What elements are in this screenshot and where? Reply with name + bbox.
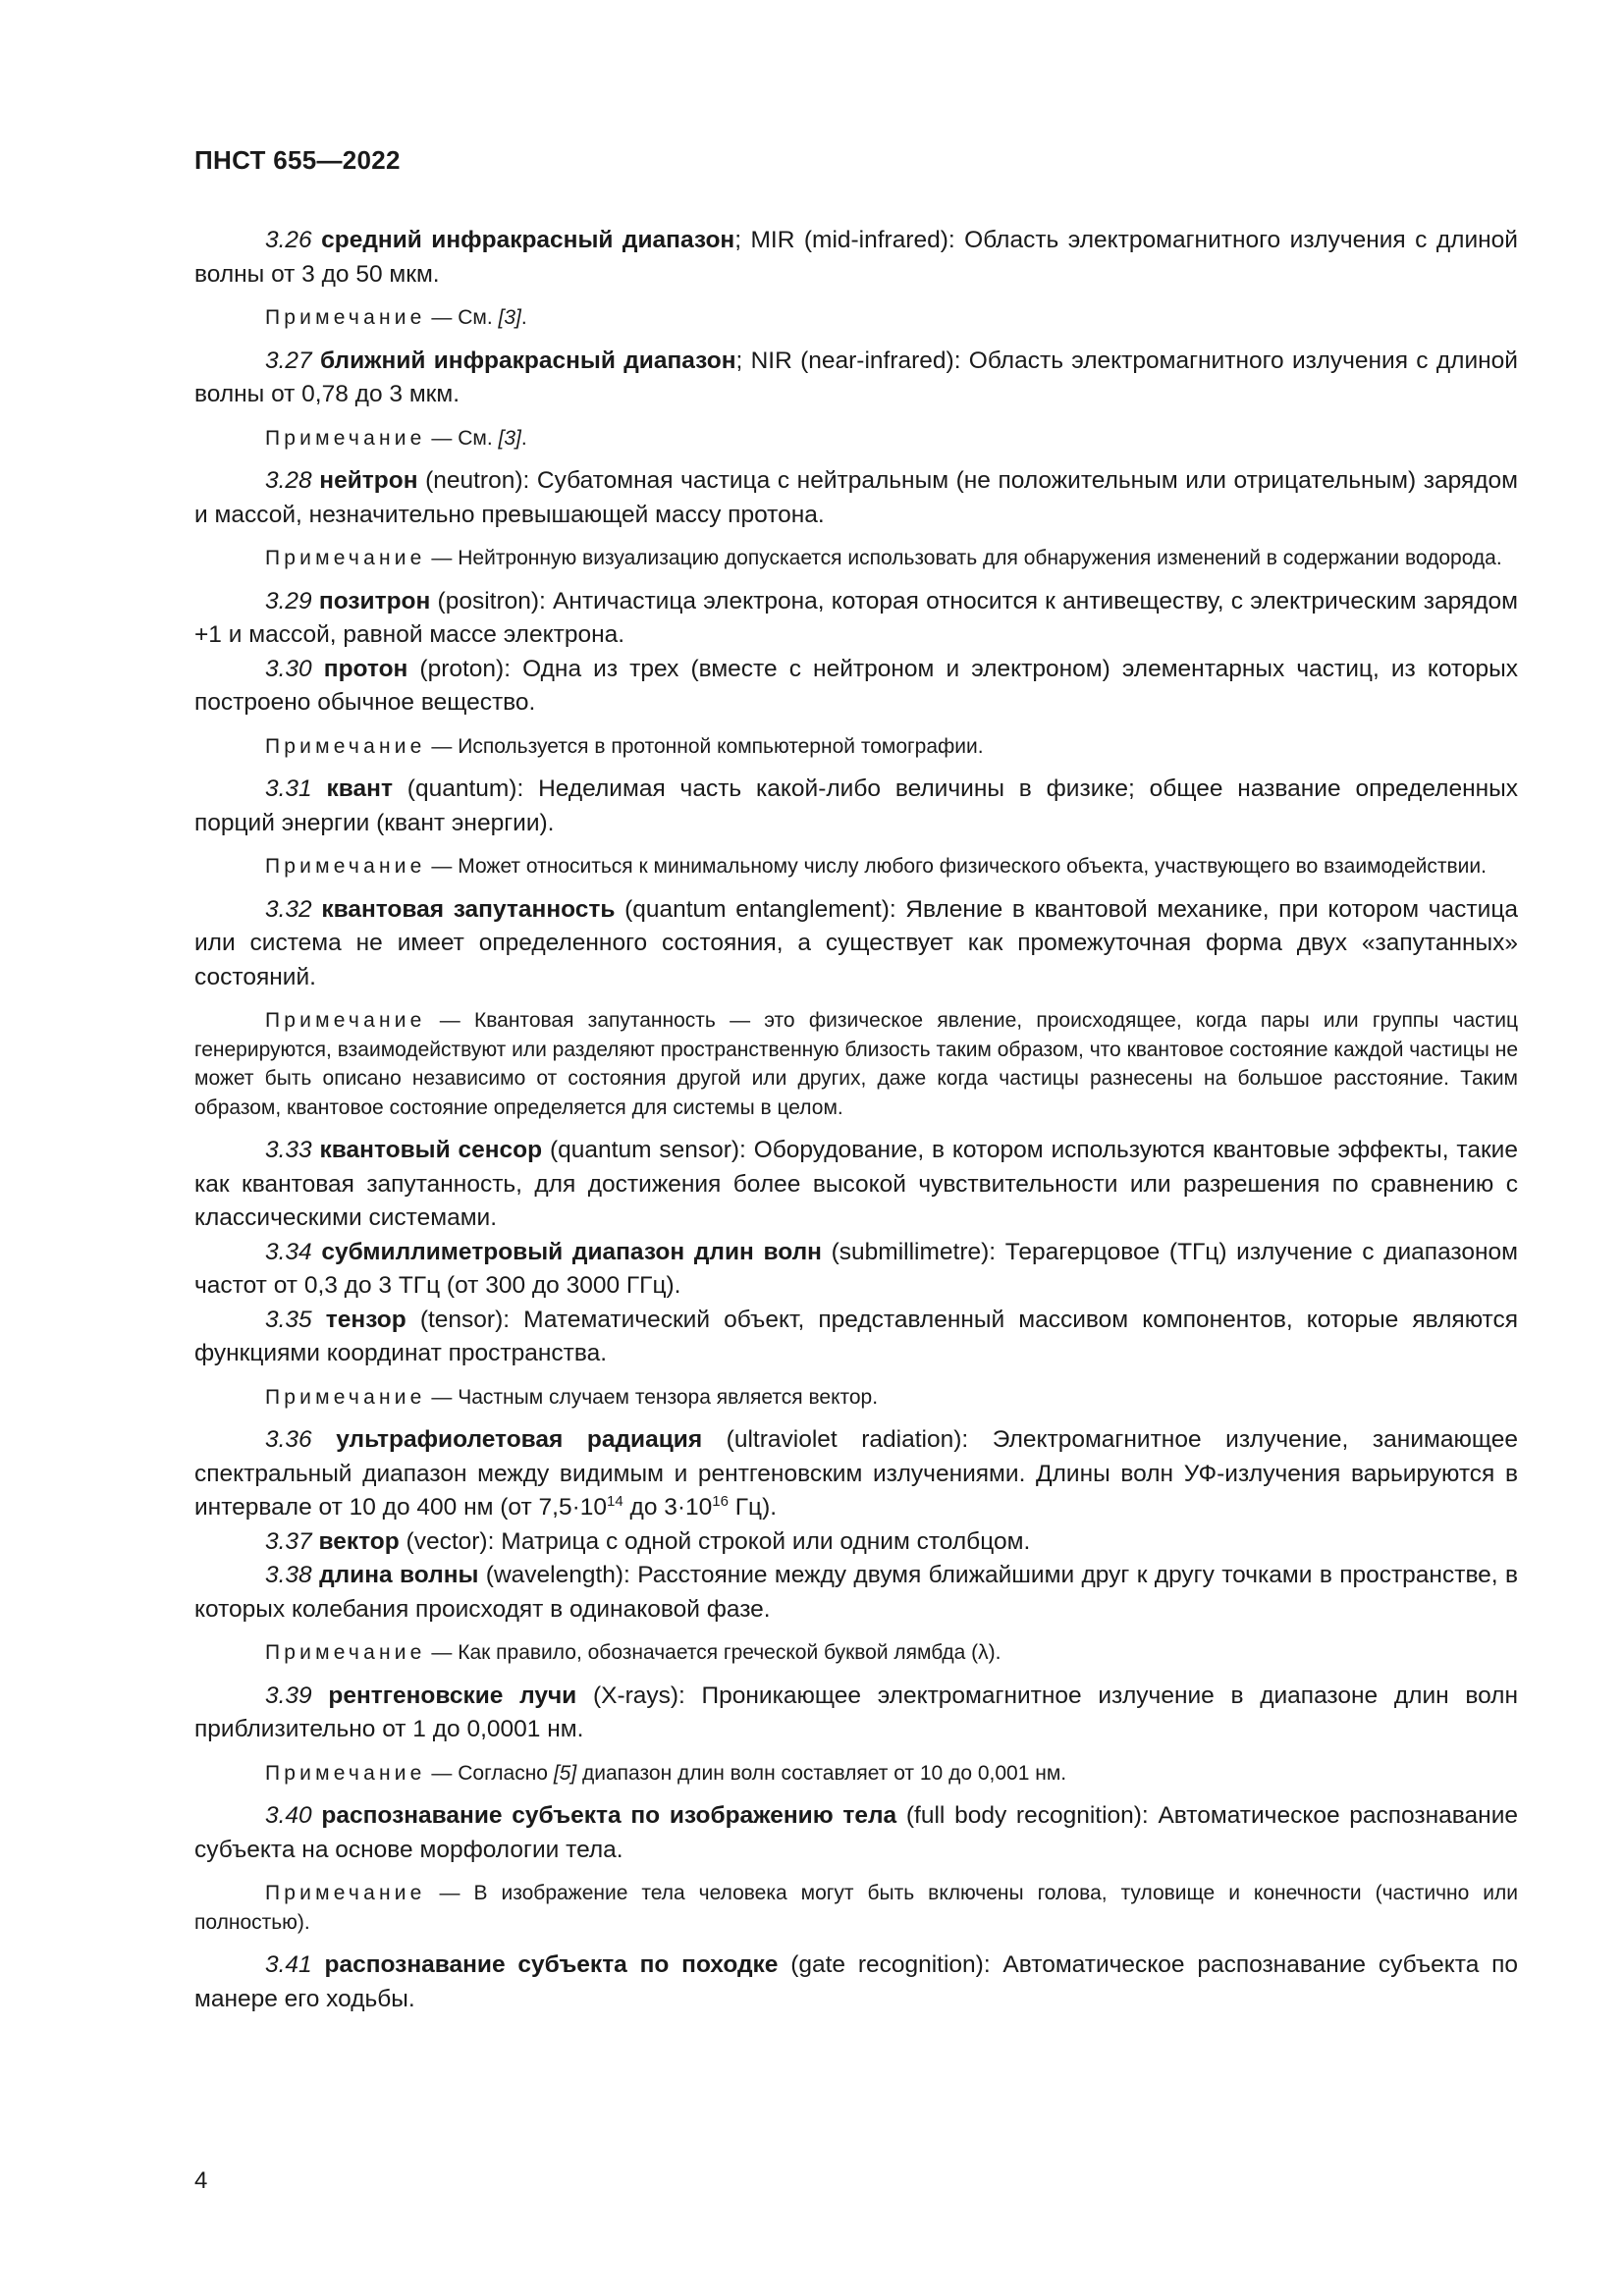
- note-label: Примечание: [265, 426, 426, 450]
- term-number: 3.39: [265, 1682, 312, 1709]
- term-number: 3.37: [265, 1527, 312, 1555]
- exponent: 14: [607, 1493, 623, 1510]
- term-number: 3.32: [265, 895, 312, 923]
- term-definition: (tensor): Математический объект, представленный массивом компонентов, которые являются функциями координат пространства.: [194, 1306, 1518, 1366]
- note-3-27: [194, 424, 1518, 454]
- note-3-31: [194, 852, 1518, 881]
- term-number: 3.40: [265, 1802, 312, 1829]
- bibliography-reference: [3]: [498, 426, 521, 450]
- note-label: Примечание: [265, 734, 426, 758]
- note-text: — Может относиться к минимальному числу любого физического объекта, участвующего во взаимодействии.: [425, 855, 1487, 878]
- note-label: Примечание: [265, 1009, 426, 1032]
- term-number: 3.29: [265, 587, 312, 614]
- note-3-28: [194, 544, 1518, 573]
- term-definition: (X-rays): Проникающее электромагнитное излучение в диапазоне длин волн приблизительно от 1 до 0,0001 нм.: [194, 1682, 1519, 1742]
- term-name: длина волны: [319, 1562, 479, 1588]
- term-entry-3-28: [194, 464, 1518, 532]
- term-name: протон: [323, 655, 408, 682]
- term-number: 3.31: [265, 775, 312, 802]
- term-definition: ; MIR (mid-infrared): Область электромагнитного излучения с длиной волны от 3 до 50 мкм.: [194, 227, 1518, 288]
- term-definition: (quantum entanglement): Явление в квантовой механике, при котором частица или система не имеет определенного состояния, а существует как промежуточная форма двух «запутанных» состояний.: [194, 895, 1518, 990]
- page-number: 4: [194, 2167, 208, 2194]
- note-3-38: [194, 1638, 1518, 1668]
- term-definition: ; NIR (near-infrared): Область электромагнитного излучения с длиной волны от 0,78 до 3 мкм.: [194, 347, 1518, 407]
- term-entry-3-30: [194, 653, 1518, 721]
- term-entry-3-40: [194, 1799, 1518, 1867]
- note-3-30: [194, 732, 1518, 762]
- exponent: 16: [712, 1493, 729, 1510]
- terms-list: [194, 224, 1518, 2028]
- term-entry-3-38: [194, 1559, 1518, 1627]
- term-entry-3-29: [194, 585, 1518, 653]
- note-text: — Частным случаем тензора является вектор.: [425, 1385, 879, 1409]
- note-label: Примечание: [265, 1761, 426, 1785]
- term-entry-3-31: [194, 773, 1518, 840]
- bibliography-reference: [3]: [498, 306, 521, 329]
- term-number: 3.27: [265, 347, 312, 374]
- term-name: квант: [326, 775, 393, 802]
- term-name: позитрон: [318, 587, 431, 614]
- term-number: 3.34: [265, 1238, 312, 1265]
- term-definition: до 3·10: [623, 1494, 713, 1521]
- note-3-39: [194, 1759, 1518, 1789]
- note-label: Примечание: [265, 306, 426, 329]
- term-name: вектор: [318, 1527, 400, 1555]
- term-name: ультрафиолетовая радиация: [336, 1426, 703, 1453]
- term-name: средний инфракрасный диапазон: [321, 227, 735, 253]
- note-label: Примечание: [265, 547, 426, 569]
- note-3-35: [194, 1383, 1518, 1413]
- document-id-header: ПНСТ 655—2022: [194, 145, 401, 175]
- term-definition: (gate recognition): Автоматическое распознавание субъекта по манере его ходьбы.: [194, 1951, 1519, 2012]
- term-definition: (neutron): Субатомная частица с нейтральным (не положительным или отрицательным) зарядом и массой, незначительно превышающей массу протона.: [194, 467, 1519, 528]
- term-definition: (quantum): Неделимая часть какой-либо величины в физике; общее название определенных порций энергии (квант энергии).: [194, 775, 1519, 836]
- note-text: — Как правило, обозначается греческой буквой лямбда (λ).: [425, 1641, 1001, 1664]
- note-text: — См.: [425, 426, 499, 450]
- term-name: ближний инфракрасный диапазон: [320, 347, 736, 374]
- note-text: — Квантовая запутанность — это физическое явление, происходящее, когда пары или группы частиц генерируются, взаимодействуют или разделяют пространственную близость таким образом, что квантовое состояние каждой частицы не может быть описано независимо от состояния другой или других, даже когда частицы разнесены на большое расстояние. Таким образом, квантовое состояние определяется для системы в целом.: [194, 1009, 1518, 1119]
- term-name: тензор: [325, 1306, 406, 1333]
- note-label: Примечание: [265, 1882, 426, 1904]
- note-text: диапазон длин волн составляет от 10 до 0,001 нм.: [576, 1761, 1067, 1785]
- term-entry-3-26: [194, 224, 1518, 292]
- term-definition: (vector): Матрица с одной строкой или одним столбцом.: [399, 1527, 1031, 1555]
- term-entry-3-37: [194, 1525, 1518, 1560]
- term-entry-3-27: [194, 345, 1518, 412]
- term-name: рентгеновские лучи: [328, 1682, 577, 1709]
- term-name: субмиллиметровый диапазон длин волн: [321, 1238, 822, 1265]
- note-text: — Нейтронную визуализацию допускается использовать для обнаружения изменений в содержании водорода.: [425, 547, 1502, 569]
- term-number: 3.38: [265, 1562, 312, 1588]
- term-definition: Гц).: [728, 1494, 778, 1521]
- term-definition: (quantum sensor): Оборудование, в котором используются квантовые эффекты, такие как квантовая запутанность, для достижения более высокой чувствительности или разрешения по сравнению с классическими системами.: [194, 1137, 1518, 1231]
- note-label: Примечание: [265, 1641, 426, 1664]
- term-name: квантовая запутанность: [321, 895, 616, 923]
- note-text: — Согласно: [425, 1761, 554, 1785]
- term-definition: (proton): Одна из трех (вместе с нейтроном и электроном) элементарных частиц, из которых построено обычное вещество.: [194, 655, 1518, 716]
- term-entry-3-39: [194, 1680, 1518, 1747]
- term-number: 3.36: [265, 1426, 312, 1453]
- bibliography-reference: [5]: [553, 1761, 577, 1785]
- term-entry-3-35: [194, 1304, 1518, 1371]
- term-number: 3.26: [265, 227, 312, 253]
- note-text: — Используется в протонной компьютерной томографии.: [425, 734, 984, 758]
- term-definition: (submillimetre): Терагерцовое (ТГц) излучение с диапазоном частот от 0,3 до 3 ТГц (от 300 до 3000 ГГц).: [194, 1238, 1519, 1299]
- term-definition: (wavelength): Расстояние между двумя ближайшими друг к другу точками в пространстве, в которых колебания происходят в одинаковой фазе.: [194, 1562, 1518, 1623]
- note-text: — См.: [425, 306, 499, 329]
- term-number: 3.33: [265, 1137, 312, 1163]
- term-number: 3.35: [265, 1306, 312, 1333]
- note-text: .: [520, 426, 527, 450]
- note-text: .: [520, 306, 527, 329]
- term-name: распознавание субъекта по походке: [324, 1951, 779, 1978]
- term-entry-3-36: [194, 1423, 1518, 1525]
- term-entry-3-32: [194, 893, 1518, 995]
- term-entry-3-41: [194, 1949, 1518, 2016]
- note-label: Примечание: [265, 855, 426, 878]
- term-definition: (full body recognition): Автоматическое распознавание субъекта на основе морфологии тела.: [194, 1802, 1519, 1863]
- term-name: нейтрон: [319, 467, 418, 494]
- term-entry-3-34: [194, 1236, 1518, 1304]
- note-3-32: [194, 1006, 1518, 1122]
- term-number: 3.30: [265, 655, 312, 682]
- note-text: — В изображение тела человека могут быть включены голова, туловище и конечности (частично или полностью).: [194, 1882, 1518, 1934]
- term-number: 3.41: [265, 1951, 312, 1978]
- term-number: 3.28: [265, 467, 312, 494]
- note-3-40: [194, 1879, 1518, 1937]
- note-3-26: [194, 303, 1518, 333]
- term-name: распознавание субъекта по изображению тела: [321, 1802, 897, 1829]
- term-entry-3-33: [194, 1134, 1518, 1236]
- term-definition: (positron): Античастица электрона, которая относится к антивеществу, с электрическим зарядом +1 и массой, равной массе электрона.: [194, 587, 1519, 648]
- note-label: Примечание: [265, 1385, 426, 1409]
- term-definition: (ultraviolet radiation): Электромагнитное излучение, занимающее спектральный диапазон между видимым и рентгеновским излучениями. Длины волн УФ-излучения варьируются в интервале от 10 до 400 нм (от 7,5·10: [194, 1426, 1518, 1521]
- term-name: квантовый сенсор: [319, 1137, 543, 1163]
